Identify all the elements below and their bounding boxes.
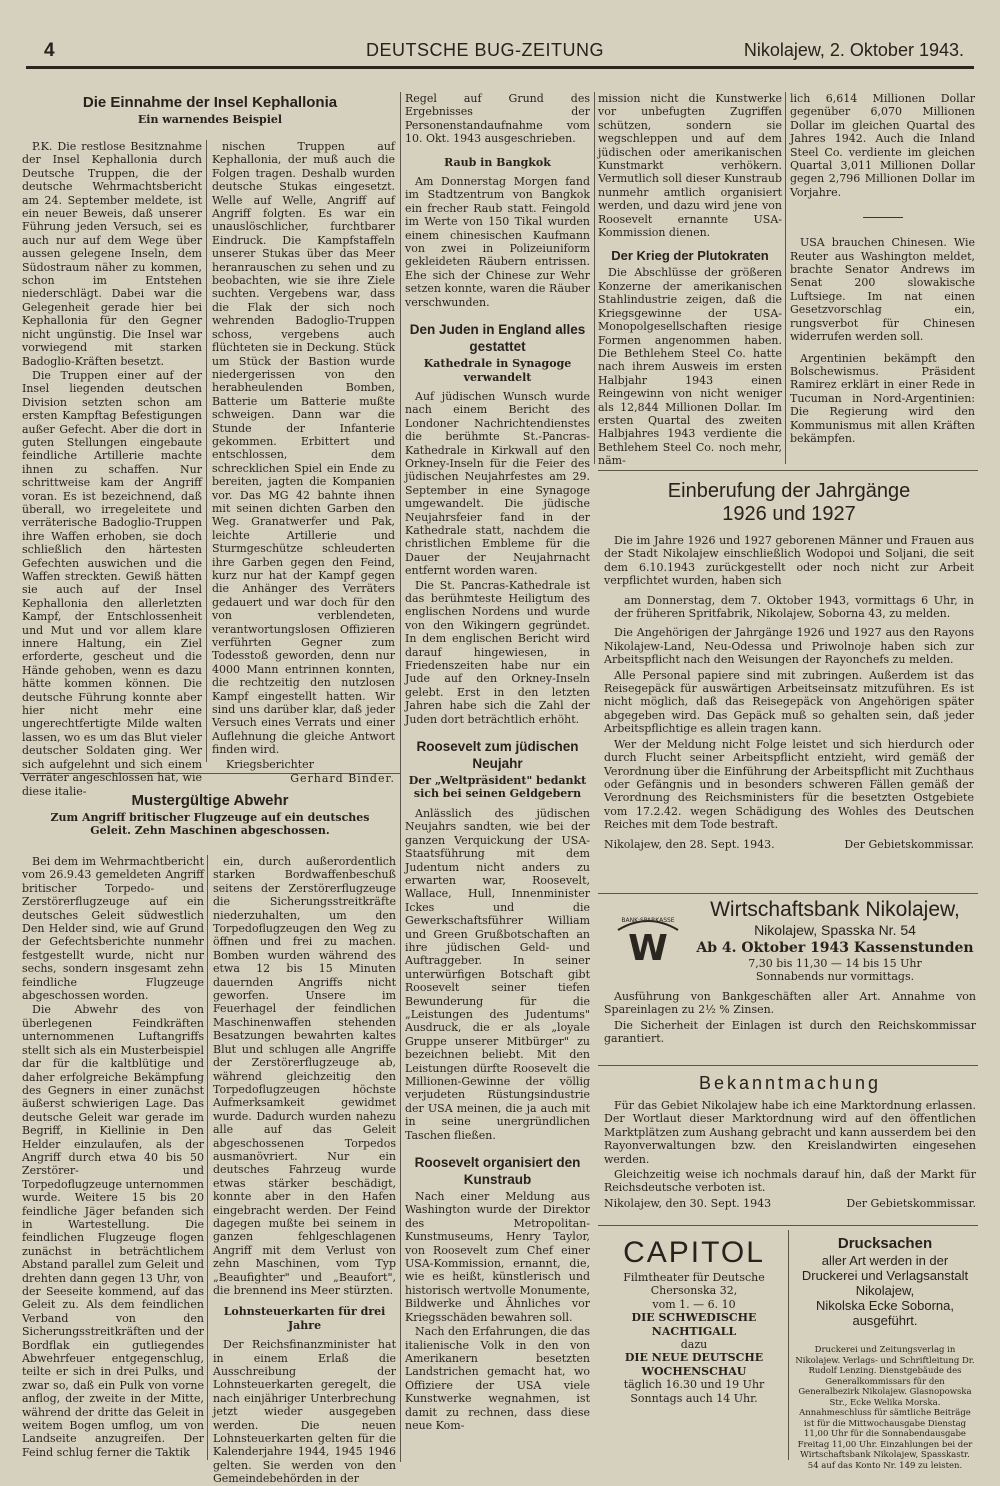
article-kephallonia-head <box>20 92 400 142</box>
notice-place-date: Nikolajew, den 28. Sept. 1943. <box>604 837 775 851</box>
paragraph: Ausführung von Bankgeschäften aller Art. Annahme von Spareinlagen zu 2½ % Zinsen. <box>604 989 976 1017</box>
article-abwehr-col2 <box>213 855 396 1486</box>
page-header <box>26 40 974 69</box>
capitol-line: Chersonska 32, <box>650 1284 738 1298</box>
ad-wirtschaftsbank <box>604 898 976 1063</box>
page-number: 4 <box>44 40 55 61</box>
capitol-line: täglich 16.30 und 19 Uhr <box>623 1378 765 1392</box>
logo-text: BANK·SPARKASSE <box>621 917 675 924</box>
article-kephallonia-col1 <box>22 140 202 798</box>
author-name: Gerhard Binder. <box>290 772 395 786</box>
paragraph: Anlässlich des jüdischen Neujahrs sandten, wie bei der ganzen Verquickung der USA-Staatsführung mit dem Judentum nicht anders zu erwarten war, Roosevelt, Wallace, Hull, Innenminister Ickes und die Gewerkschaftsführer William und Green Grußbotschaften an ihre jüdischen Geld- und Auftraggeber. In seiner unterwürfigen Botschaft gibt Roosevelt seiner tiefen Bewunderung für die „Leistungen des Judentums" Ausdruck, die er als „loyale Gruppe unserer Mitbürger" zu bezeichnen beliebt. Mit den Leistungen dürfte Roosevelt die Millionen-Gewinne der völlig verjudeten Rüstungsindustrie der USA meinen, die ja auch mit in seine unergründlichen Taschen fließen. <box>405 806 590 1142</box>
paragraph: Argentinien bekämpft den Bolschewismus. Präsident Ramirez erklärt in einer Rede in Tucuman in Nord-Argentinien: Die Regierung wird den Kommunismus mit allen Kräften bekämpfen. <box>790 351 975 445</box>
impressum <box>794 1345 976 1471</box>
paragraph: Am Donnerstag Morgen fand im Stadtzentrum von Bangkok ein frecher Raub statt. Feingold im Werte von 150 Tikal wurden einem chinesischen Kaufmann von zwei in Polizeiuniform gekleideten Räubern entrissen. Ehe sich der Chinese zur Wehr setzen konnte, waren die Räuber verschwunden. <box>405 175 590 309</box>
author-role: Kriegsberichter <box>226 757 314 771</box>
paragraph: Nach den Erfahrungen, die das italienische Volk in den von Amerikanern besetzten Landstrichen gemacht hat, wo Offiziere der USA viele Kunstwerke wegnahmen, ist damit zu rechnen, dass diese neue Kom- <box>405 1325 590 1432</box>
paragraph: Die St. Pancras-Kathedrale ist das berühmteste Heiligtum des englischen Nordens und wurde von den Wikingern gegründet. In dem englischen Bericht wird darauf hingewiesen, in Friedenszeiten habe nur ein Jude auf den Orkney-Inseln gelebt. Erst in den letzten Jahren habe sich die Zahl der Juden dort beträchtlich erhöht. <box>405 578 590 726</box>
newspaper-title: DEUTSCHE BUG-ZEITUNG <box>366 40 605 60</box>
paragraph: Für das Gebiet Nikolajew habe ich eine Marktordnung erlassen. Der Wortlaut dieser Marktordnung wird auf den öffentlichen Marktplätzen zum Aushang gebracht und kann ausserdem bei den Rayonverwaltungen bzw. den Kreislandwirten eingesehen werden. <box>604 1099 976 1166</box>
headline-kunstraub: Roosevelt organisiert den Kunstraub <box>414 1155 581 1188</box>
notice-signer: Der Gebietskommissar. <box>844 837 974 851</box>
druck-line: ausgeführt. <box>852 1313 918 1328</box>
article-kephallonia-col2 <box>212 140 395 786</box>
paragraph: Die im Jahre 1926 und 1927 geborenen Männer und Frauen aus der Stadt Nikolajew einschließlich Wodopoi und Soljani, die seit dem 6.10.1943 zurückgestellt oder noch nicht zur Arbeit verpflichtet wurden, haben sich <box>604 534 974 588</box>
einberufung-title-2: 1926 und 1927 <box>722 503 856 525</box>
paragraph: ein, durch außerordentlich starken Bordwaffenbeschuß seitens der Zerstörerflugzeuge die Sicherungsstreitkräfte niederzuhalten, um den Torpedoflugzeugen den Weg zu öffnen und frei zu machen. Bomben wurden während des etwa 12 bis 15 Minuten dauernden Angriffs nicht geworfen. Unsere im Feuerhagel der feindlichen Maschinenwaffen stehenden Besatzungen bewahrten kaltes Blut und schlugen alle Angriffe der Zerstörerflugzeuge ab, während gleichzeitig den Torpedoflugzeugen höchste Aufmerksamkeit gewidmet wurde. Dadurch wurden nahezu alle auf das Geleit abgeschossenen Torpedos ausmanövriert. Nur ein deutsches Fahrzeug wurde etwas stärker beschädigt, konnte aber in den Hafen eingebracht werden. Der Feind dagegen mußte bei seinem in ganzen fehlgeschlagenen Angriff mit dem Verlust von zehn Maschinen, vom Typ „Beaufighter" und „Beaufort", die brennend ins Meer stürzten. <box>213 855 396 1297</box>
paragraph: Wer der Meldung nicht Folge leistet und sich hierdurch oder durch Flucht seiner Arbeitspflicht entzieht, wird gemäß der Verordnung über die Einführung der Arbeitspflicht mit Zuchthaus oder Gefängnis und in besonders schweren Fällen gemäß der Verordnung des Reichsministers für die besetzten Ostgebiete vom 17.2.42. wegen Schädigung des Wohles des Deutschen Reiches mit dem Tode bestraft. <box>604 737 974 832</box>
article-abwehr-col1 <box>22 855 204 1460</box>
paragraph: Die Sicherheit der Einlagen ist durch den Reichskommissar garantiert. <box>604 1018 976 1046</box>
capitol-film: DIE SCHWEDISCHE <box>631 1311 757 1325</box>
bank-logo <box>612 908 684 968</box>
sparkasse-logo-icon <box>612 908 684 968</box>
paragraph: Auf jüdischen Wunsch wurde nach einem Bericht des Londoner Nachrichtendienstes die berühmte St.-Pancras-Kathedrale in Kirkwall auf den Orkney-Inseln für die Feier des jüdischen Neujahrfestes am 29. September in eine Synagoge umgewandelt. Die jüdische Neujahrsfeier fand in der Kathedrale statt, nachdem die christlichen Embleme für die Dauer der Neujahrnacht entfernt worden waren. <box>405 389 590 578</box>
headline-juden: Den Juden in England alles gestattet <box>409 322 586 355</box>
capitol-film: NACHTIGALL <box>651 1324 737 1338</box>
impressum-text: Druckerei und Zeitungsverlag in Nikolajew. Verlags- und Schriftleitung Dr. Rudolf Lenzing. Dienstgebäude des Generalkommissars für den Generalbezirk Nikolajew. Glasnopowska Str., Ecke Welika Morska. Annahmeschluss für sämtliche Beiträge ist für die Mittwochausgabe Dienstag 11,00 Uhr für die Sonnabendausgabe Freitag 11,00 Uhr. Einzahlungen bei der Wirtschaftsbank Nikolajew, Spasskastr. 54 auf das Konto Nr. 149 zu leisten. <box>795 1345 975 1471</box>
capitol-line: Filmtheater für Deutsche <box>623 1271 765 1284</box>
separator <box>863 217 903 218</box>
druck-line: Druckerei und Verlagsanstalt Nikolajew, <box>801 1268 969 1298</box>
notice-signer: Der Gebietskommissar. <box>846 1196 976 1210</box>
column-3 <box>405 92 590 1460</box>
capitol-name: CAPITOL <box>623 1236 765 1269</box>
capitol-film: DIE NEUE DEUTSCHE <box>624 1351 764 1365</box>
paragraph: Die Truppen einer auf der Insel liegenden deutschen Division setzten schon am ersten Kampftag Befestigungen außer Gefecht. Aber die dort in guten Stellungen eingebaute feindliche Artillerie machte ihnen zu schaffen. Nur schrittweise kam der Angriff voran. Es ist bezeichnend, daß überall, wo irregeleitete und verräterische Badoglio-Truppen ihre Waffen erhoben, sie doch schließlich den härtesten Gefechten auswichen und die Waffen streckten. Gewiß hätten sie auch auf der Insel Kephallonia den allerletzten Kampf, der Entschlossenheit und Mut und vor allem klare innere Haltung, ein Ziel erforderte, gescheut und die Hände gehoben, wenn es dazu hätte kommen können. Die deutsche Führung konnte aber hier nicht mehr eine ungerechtfertigte Milde walten lassen, wo es um das Blut vieler deutscher Soldaten ging. Wer sich aufgelehnt und sich einem Verräter angeschlossen hat, wie diese italie- <box>22 368 202 798</box>
article-abwehr-head <box>20 790 400 852</box>
subhead-roosevelt-neujahr: Der „Weltpräsident" bedankt sich bei seinen Geldgebern <box>408 774 587 801</box>
headline-plutokraten: Der Krieg der Plutokraten <box>611 248 769 264</box>
paragraph: Die Abwehr des von überlegenen Feindkräften unternommenen Luftangriffs stellt sich als ein Musterbeispiel dar für die kaltblütige und daher erfolgreiche Bekämpfung des Gegners in einer zunächst äußerst schwierigen Lage. Das deutsche Geleit war gerade im Begriff, in Kiellinie in Den Helder einzulaufen, als der Angriff durch etwa 40 bis 50 Zerstörer- und Torpedoflugzeuge unternommen wurde. Weitere 15 bis 20 feindliche Jäger befanden sich in Wartestellung. Die feindlichen Flugzeuge flogen zunächst in beträchtlichem Abstand parallel zum Geleit und drehten dann gegen 13 Uhr, von der Seeseite kommend, auf das Geleit zu. Als dem feindlichen Verband von den Sicherungsstreitkräften und der Bordflak ein gutliegendes Abwehrfeuer entgegenschlug, teilte er sich in drei Pulks, und zwar so, daß ein Pulk von vorne anflog, der zweite in der Mitte, während der dritte das Geleit in weitem Bogen umflog, um von Landseite anzugreifen. Der Feind schlug ferner die Taktik <box>22 1003 204 1459</box>
subhead-juden: Kathedrale in Synagoge verwandelt <box>423 357 572 384</box>
paragraph: USA brauchen Chinesen. Wie Reuter aus Washington meldet, brachte Senator Andrews im Senat 200 slowakische Luftsiege. Im nat einen Gesetzvorschlag ein, rungsverbot für Chinesen widerrufen werden soll. <box>790 236 975 344</box>
paragraph: Regel auf Grund des Ergebnisses der Personenstandaufnahme vom 10. Okt. 1943 ausgeschrieben. <box>405 92 590 146</box>
paragraph: lich 6,614 Millionen Dollar gegenüber 6,070 Millionen Dollar im gleichen Quartal des Jahres 1942. Auch die Inland Steel Co. verdiente im gleichen Quartal 3,011 Millionen Dollar gegen 2,796 Millionen Dollar im Vorjahre. <box>790 92 975 199</box>
notice-einberufung <box>604 480 974 890</box>
ad-capitol <box>604 1235 784 1460</box>
capitol-film: WOCHENSCHAU <box>641 1364 747 1378</box>
paragraph: Alle Personal papiere sind mit zubringen. Außerdem ist das Reisegepäck für auswärtigen Arbeitseinsatz mitzuführen. Es ist nicht möglich, daß das Reisegepäck von Angehörigen später abgegeben wird. Das Gepäck muß so gehalten sein, daß jeder Arbeitspflichtige es allein tragen kann. <box>604 668 974 736</box>
paragraph: Bei dem im Wehrmachtbericht vom 26.9.43 gemeldeten Angriff britischer Torpedo- und Zerstörerflugzeuge auf ein deutsches Geleit südwestlich Den Helder sind, wie auf Grund der Gefechtsberichte nunmehr festgestellt wurde, nicht nur sechs, sondern insgesamt zehn feindliche Flugzeuge abgeschossen worden. <box>22 855 204 1003</box>
headline-roosevelt-neujahr: Roosevelt zum jüdischen Neujahr <box>416 739 579 772</box>
subhead-abwehr: Zum Angriff britischer Flugzeuge auf ein deutsches Geleit. Zehn Maschinen abgeschossen. <box>50 811 370 838</box>
bank-hours-title: Ab 4. Oktober 1943 Kassenstunden <box>696 940 974 956</box>
column-5 <box>790 92 975 464</box>
notice-place-date: Nikolajew, den 30. Sept. 1943 <box>604 1196 772 1210</box>
headline-kephallonia: Die Einnahme der Insel Kephallonia <box>82 94 338 111</box>
column-4 <box>598 92 782 468</box>
notice-bekanntmachung <box>604 1072 976 1222</box>
bank-hours: 7,30 bis 11,30 — 14 bis 15 Uhr <box>748 957 922 970</box>
paragraph: Der Reichsfinanzminister hat in einem Erlaß die Ausschreibung der Lohnsteuerkarten geregelt, die nach einjähriger Unterbrechung jetzt wieder ausgegeben werden. Die neuen Lohnsteuerkarten gelten für die Kalenderjahre 1944, 1945 1946 gelten. Sie werden von den Gemeindebehörden in der <box>213 1338 396 1486</box>
paragraph: am Donnerstag, dem 7. Oktober 1943, vormittags 6 Uhr, in der früheren Spritfabrik, Nikolajew, Soborna 43, zu melden. <box>614 593 974 621</box>
subhead-kephallonia: Ein warnendes Beispiel <box>137 113 283 126</box>
paragraph: Die Abschlüsse der größeren Konzerne der amerikanischen Stahlindustrie zeigen, daß die Kriegsgewinne der USA-Monopolgesellschaften riesige Formen angenommen haben. Die Bethlehem Steel Co. hatte nach ihrem Ausweis im ersten Halbjahr 1943 einen Reingewinn von nicht weniger als 12,844 Millionen Dollar. Im ersten Quartal des zweiten Halbjahres 1943 verdiente die Bethlehem Steel Co. noch mehr, näm- <box>598 266 782 468</box>
einberufung-title-1: Einberufung der Jahrgänge <box>667 480 911 502</box>
bank-name: Wirtschaftsbank Nikolajew, <box>710 898 960 921</box>
headline-bangkok: Raub in Bangkok <box>444 155 551 169</box>
druck-line: Nikolska Ecke Soborna, <box>815 1298 954 1313</box>
druck-line: aller Art werden in der <box>821 1253 949 1268</box>
paragraph: Gleichzeitig weise ich nochmals darauf hin, daß der Markt für Reichsdeutsche verboten ist. <box>604 1168 976 1195</box>
issue-date: Nikolajew, 2. Oktober 1943. <box>743 40 964 60</box>
paragraph: mission nicht die Kunstwerke vor unbefugten Zugriffen schützen, sondern sie wegschleppen und auf dem jüdischen oder amerikanischen Kunstmarkt verhökern. Vermutlich soll dieser Kunstraub nunmehr amtlich organisiert werden, und dazu wird jene von Roosevelt ernannte USA-Kommission dienen. <box>598 92 782 240</box>
capitol-line: vom 1. — 6. 10 <box>652 1297 736 1311</box>
headline-abwehr: Mustergültige Abwehr <box>131 792 289 809</box>
paragraph: Die Angehörigen der Jahrgänge 1926 und 1927 aus den Rayons Nikolajew-Land, Neu-Odessa und Priwolnoje haben sich zur Arbeitspflicht nach den Weisungen der Rayonchefs zu melden. <box>604 626 974 667</box>
bekannt-title: Bekanntmachung <box>698 1073 882 1093</box>
druck-title: Drucksachen <box>837 1235 933 1252</box>
ad-drucksachen <box>794 1235 976 1335</box>
bank-hours-saturday: Sonnabends nur vormittags. <box>755 970 915 984</box>
logo-letter: W <box>628 928 668 969</box>
capitol-line: dazu <box>680 1338 708 1352</box>
paragraph: Nach einer Meldung aus Washington wurde der Direktor des Metropolitan-Kunstmuseums, Henry Taylor, von Roosevelt zum Chef einer USA-Kommission, ernannt, die, wie es heißt, künstlerisch und historisch wertvolle Monumente, Bildwerke und Ähnliches vor Kriegsschäden bewahren soll. <box>405 1190 590 1324</box>
capitol-line: Sonntags auch 14 Uhr. <box>630 1391 758 1405</box>
headline-lohnsteuer: Lohnsteuerkarten für drei Jahre <box>223 1305 386 1332</box>
bank-address: Nikolajew, Spasska Nr. 54 <box>754 922 916 938</box>
paragraph: P.K. Die restlose Besitznahme der Insel Kephallonia durch Deutsche Truppen, die der deutsche Wehrmachtsbericht am 24. September meldete, ist ein neuer Beweis, daß unserer Führung jeden Versuch, sei es auch nur auf dem Wege über aussen gelegene Inseln, dem Südostraum näher zu kommen, schon im Entstehen niederschlägt. Dabei war die Gelegenheit gerade hier bei Kephallonia für den Gegner nicht ungünstig. Die Insel war vorwiegend mit starken Badoglio-Kräften besetzt. <box>22 140 202 368</box>
paragraph: nischen Truppen auf Kephallonia, der muß auch die Folgen tragen. Deshalb wurden deutsche Stukas eingesetzt. Welle auf Welle, Angriff auf Angriff folgten. Es war ein unauslöschlicher, furchtbarer Eindruck. Die Kampfstaffeln unserer Stukas über das Meer heranrauschen zu sehen und zu beobachten, wie sie ihre Ziele suchten. Vergebens war, dass die Flak der sich noch wehrenden Badoglio-Truppen schoss, vergebens auch flüchteten sie in Deckung. Stück um Stück der Bastion wurde niedergerissen von den herabheulenden Bomben, Batterie um Batterie mußte schweigen. Dann war die Stunde der Infanterie gekommen. Erbittert und entschlossen, dem schrecklichen Spiel ein Ende zu bereiten, jagten die Kompanien vor. Das MG 42 bahnte ihnen mit seinen dichten Garben den Weg. Granatwerfer und Pak, leichte Artillerie und Sturmgeschütze schleuderten ihre Garben gegen den Feind, kurz nur hat der Kampf gegen die Anhänger des Verräters gedauert und war doch für den von verblendeten, verantwortungslosen Offizieren verführten Gegner zum Todesstoß geworden, denn nur 4000 Mann entrinnen konnten, die rechtzeitig den nutzlosen Kampf eingestellt hatten. Wir sind uns darüber klar, daß jeder Versuch eines Verrats und einer Auflehnung die gleiche Antwort finden wird. <box>212 140 395 757</box>
